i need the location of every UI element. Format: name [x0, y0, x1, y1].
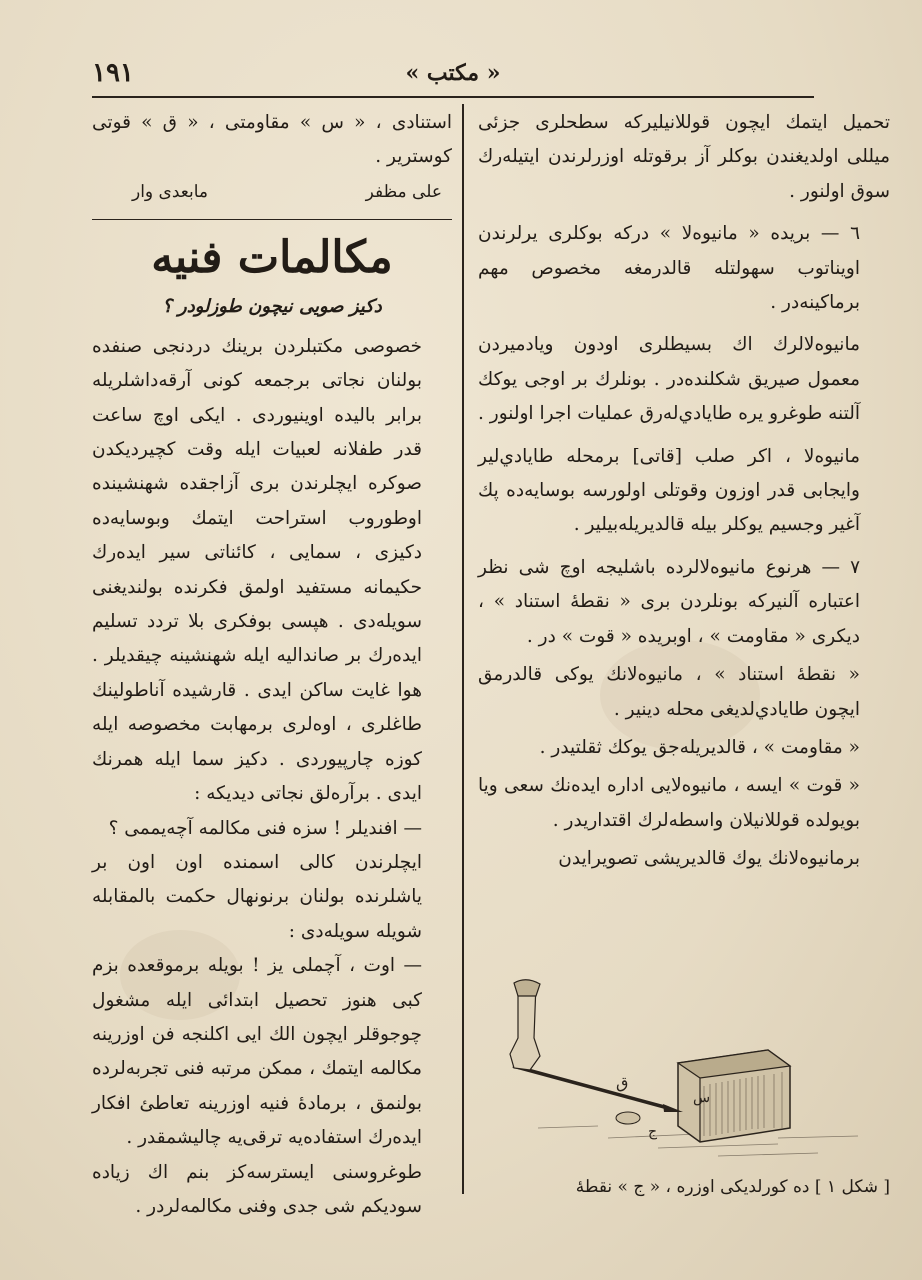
figure-caption: [ شكل ١ ] ده كورلديكى اوزره ، « ج » نقطهٔ: [575, 1177, 890, 1197]
paragraph: ٧ — هرنوع مانيوه‌لالرده باشليجه اوچ شى نظر اعتباره آلنيركه بونلردن برى « نقطهٔ استناد » ، ديكرى « مقاومت » ، اوبريده « قوت » در .: [478, 556, 860, 647]
left-column: [92, 106, 452, 1224]
author-name: على مظفر: [365, 181, 442, 202]
paragraph: برمانيوه‌لانك يوك قالديريشى تصويرايدن: [558, 848, 860, 870]
lever-engraving-icon: [478, 978, 890, 1168]
paragraph: تحميل ايتمك ايچون قوللانيليركه سطحلرى جزئى ميللى اولديغندن بوكلر آز برقوتله اوزرلرندن ايتيله‌رك سوق اولنور .: [478, 112, 890, 202]
column-divider: [462, 104, 464, 1194]
page-header: [92, 56, 814, 98]
running-title: « مكتب »: [405, 60, 501, 86]
paragraph: ٦ — بريده « مانيوه‌لا » دركه بوكلرى يرلرندن اويناتوب سهولتله قالدرمغه مخصوص مهم برماكينه‌در .: [478, 223, 860, 314]
lever-illustration: [478, 978, 890, 1168]
label-s: س: [693, 1090, 711, 1106]
page-number: ١٩١: [92, 58, 134, 88]
article-subtitle: دكيز صويى نيچون طوزلودر ؟: [162, 295, 382, 317]
label-j: ج: [648, 1124, 658, 1140]
paragraph: ايچلرندن كالى اسمنده اون اون بر ياشلرنده بولنان برنونهال حكمت بالمقابله شويله سويله‌دى :: [92, 851, 422, 942]
paragraph: طوغروسنى ايسترسه‌كز بنم اك زياده سوديكم شى جدى وفنى مكالمه‌لردر .: [92, 1161, 422, 1217]
paragraph: مانيوه‌لالرك اك بسيطلرى اودون ويادميردن معمول صيريق شكلنده‌در . بونلرك بر اوجى يوكك آلتنه طوغرو يره طايادي‌له‌رق عمليات اجرا اولنور .: [478, 334, 860, 425]
right-column: [478, 106, 890, 877]
section-divider: [92, 219, 452, 220]
paragraph: مانيوه‌لا ، اكر صلب [قاتى] برمحله طايادي‌لير وايجابى قدر اوزون وقوتلى اولورسه بوسايه‌ده پك آغير وجسيم يوكلر بيله قالديريله‌بيلير .: [478, 445, 860, 536]
paragraph: « قوت » ايسه ، مانيوه‌لايى اداره ايده‌نك سعى ويا بويولده قوللانيلان واسطه‌لرك اقتداريدر .: [478, 775, 860, 831]
paragraph: استنادى ، « س » مقاومتى ، « ق » قوتى كوسترير .: [92, 112, 452, 168]
paragraph: « مقاومت » ، قالديريله‌جق يوكك ثقلتيدر .: [539, 736, 860, 758]
hand-arm: [510, 980, 540, 1070]
continued-label: مابعدى وار: [132, 181, 208, 202]
paragraph: « نقطهٔ استناد » ، مانيوه‌لانك يوكى قالدرمق ايچون طايادي‌لديغى محله دينير .: [478, 664, 860, 720]
label-q: ق: [616, 1073, 629, 1092]
paragraph: خصوصى مكتبلردن برينك دردنجى صنفده بولنان نجاتى برجمعه كونى آرقه‌داشلريله برابر باليده اوينيوردى . ايكى اوچ ساعت قدر طفلانه لعبيات ايله وقت كچيرديكدن صوكره ايچلرندن برى آزاجقده شهنشينده اوطوروب استراحت ايتمك وبوسايه‌ده دكيزى ، سمايى ، كائناتى سير ايده‌رك حكيمانه مستفيد اولمق فكرنده بولنديغنى سويله‌دى . هپسى بوفكرى بلا تردد تسليم ايده‌رك بر صانداليه ايله شهنشينه چيقديلر . هوا غايت ساكن ايدى . قارشيده آناطولينك طاغلرى ، اوه‌لرى برمهابت مخصوصه ايله كوزه چارپيوردى . دكيز سما ايله همرنك ايدى . برآرەلق نجاتى ديديكه :: [92, 335, 422, 805]
paragraph: — افنديلر ! سزه فنى مكالمه آچه‌يممى ؟: [108, 817, 422, 839]
paragraph: — اوت ، آچملى يز ! بويله برموقعده بزم كبى هنوز تحصيل ابتدائى ايله مشغول چوجوقلر ايچون الك ايى اكلنجه فن اوزرينه مكالمه ايتمك ، ممكن مرتبه فنى تجربه‌لرده بولنمق ، برمادهٔ فنيه اوزرينه تعاطئ افكار ايده‌رك استفاده‌يه ترقى‌يه چاليشمقدر .: [92, 955, 422, 1149]
signature-row: [92, 175, 452, 209]
article-title: مكالمات فنيه: [151, 231, 393, 283]
